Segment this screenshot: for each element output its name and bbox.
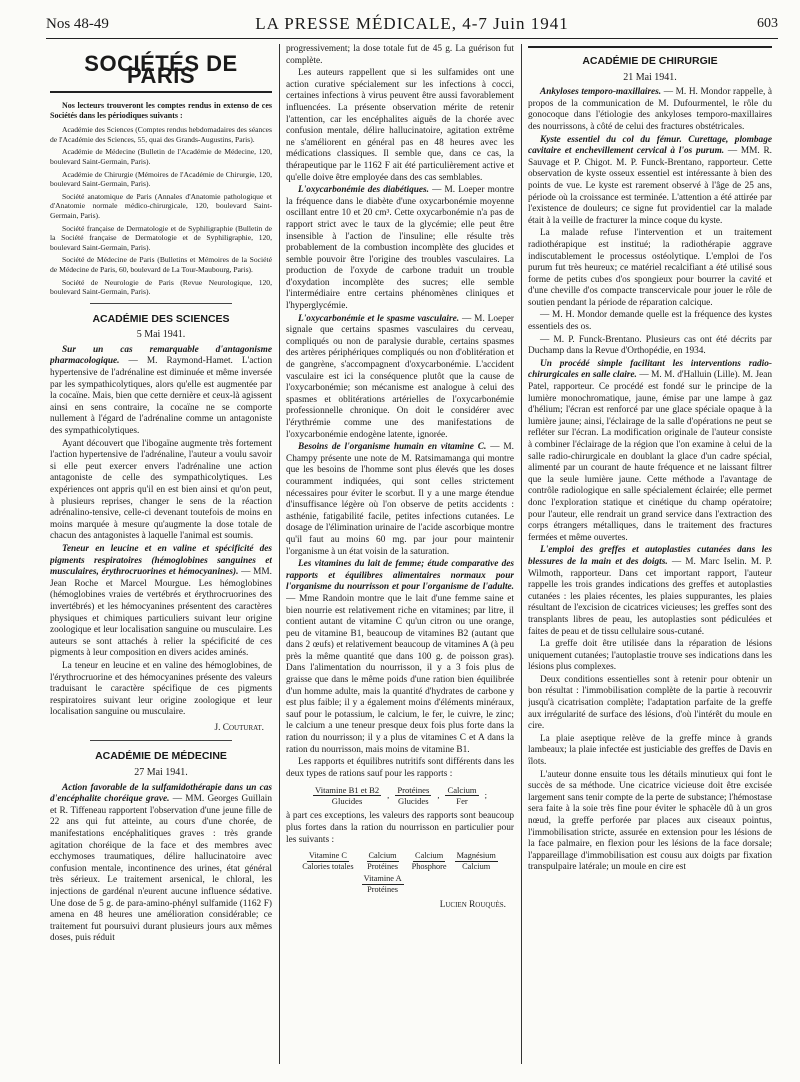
- column-divider: [521, 44, 522, 1064]
- top-rule: [528, 46, 772, 48]
- heading-rule: [50, 91, 272, 93]
- society-entry: Société de Neurologie de Paris (Revue Neurologique, 120, boulevard Saint-Germain, Paris).: [50, 277, 272, 297]
- article-paragraph: L'oxycarbonémie des diabétiques. — M. Loeper montre la fréquence dans le diabète d'une oxycarbonémie moyenne oscillant entre 10 et 20 cm³. Cette oxycarbonémie n'a pas de rapport strict avec le taux de la glycémie; elle peut être insensible à l'action de l'insuline; elle résulte très probablement de la combustion incomplète des glucides et semble pouvoir être l'origine des troubles vasculaires. La production de l'oxyde de carbone traduit un trouble d'oxydation incomplète des sucres; elle semble l'intermédiaire entre certains phénomènes cliniques et l'hyperglycémie.: [286, 185, 514, 312]
- article-paragraph: progressivement; la dose totale fut de 45 g. La guérison fut complète.: [286, 44, 514, 66]
- article-title: Un procédé simple facilitant les interventions radio-chirurgicales en salle claire.: [528, 358, 772, 381]
- ratio-formula: Vitamine B1 et B2 Glucides , Protéines Glucides , Calcium Fer ;: [315, 785, 487, 807]
- article-paragraph: — M. P. Funck-Brentano. Plusieurs cas ont été décrits par Duchamp dans la Revue d'Orthopédie, en 1934.: [528, 334, 772, 357]
- fraction: Protéines Glucides: [397, 785, 430, 807]
- article-paragraph: Les rapports et équilibres nutritifs sont différents dans les deux types de rations sauf pour les rapports :: [286, 757, 514, 779]
- session-date: 5 Mai 1941.: [136, 329, 186, 341]
- session-date: 21 Mai 1941.: [623, 71, 677, 83]
- fraction: Calcium Fer: [447, 785, 477, 807]
- society-entry: Académie de Chirurgie (Mémoires de l'Académie de Chirurgie, 120, boulevard Saint-Germain, Paris).: [50, 169, 272, 189]
- intro-text: Nos lecteurs trouveront les comptes rendus in extenso de ces Sociétés dans les périodiques suivants :: [50, 101, 272, 121]
- divider: [90, 740, 232, 741]
- fraction: Calcium Phosphore: [411, 851, 447, 872]
- article-title: Action favorable de la sulfamidothérapie dans un cas d'encéphalite choréique grave.: [50, 782, 272, 805]
- article-paragraph: L'auteur donne ensuite tous les détails minutieux qui font le succès de sa méthode. Une cicatrice vicieuse doit être excisée largement sans tenir compte de la perte de substance; l'hémostase sera faite à la soie très fine pour éviter le sphacèle dû à un gros nœud, la greffe perforée par places aux ciseaux pointus, l'immobilisation stricte, assurée en extension pour les lésions de la face palmaire, en flexion pour les lésions de la face dorsale; l'appareillage d'immobilisation est cousu aux doigts par fixation transpulpaire latérale; un moule en cire est: [528, 769, 772, 873]
- article-paragraph: à part ces exceptions, les valeurs des rapports sont beaucoup plus fortes dans la ration du nourrisson en particulier pour les suivants :: [286, 811, 514, 845]
- article-paragraph: L'oxycarbonémie et le spasme vasculaire. — M. Loeper signale que certains spasmes vasculaires du cerveau, compliqués ou non de paralysie durable, certains spasmes des artères périphériques compliqués ou non d'oblitération et de gangrène, s'accompagnent d'oxycarbonémie. L'accident vasculaire est ici la conséquence plutôt que la cause de l'oxycarbonémie; son mécanisme est analogue à celui des spasmes et oblitérations artérielles de l'oxycarbonémie professionnelle chronique. On doit le considérer avec l'érythrémie comme une des manifestations de l'oxycarbonémie endogène latente, ignorée.: [286, 313, 514, 440]
- academy-heading: ACADÉMIE DE MÉDECINE: [95, 750, 227, 763]
- article-paragraph: Sur un cas remarquable d'antagonisme pharmacologique. — M. Raymond-Hamet. L'action hypertensive de l'adrénaline est diminuée et même inversée par les sympathicolytiques, alors qu'elle est augmentée par la cocaïne. Mais, bien que cette dernière et ceux-là agissent ainsi en sens contraire, la cocaïne ne se comporte nullement à l'égard de l'adrénaline comme un antagoniste des sympathicolytiques.: [50, 344, 272, 437]
- article-paragraph: Les auteurs rappellent que si les sulfamides ont une action curative spécialement sur les infections à cocci, certaines infections à virus peuvent être aussi favorablement influencées. La présente observation mérite de retenir l'attention, car les encéphalites aiguës de la chorée avec confusion mentale, délire hallucinatoire, agitation extrême ne s'améliorent en général pas en 48 heures avec les médications classiques. Il semble que, dans ce cas, la thérapeutique par le 1162 F ait été particulièrement active et qu'elle doive être employée dans des cas semblables.: [286, 68, 514, 183]
- society-entry: Société anatomique de Paris (Annales d'Anatomie pathologique et d'Anatomie normale médico-chirurgicale, 120, boulevard Saint-Germain, Paris).: [50, 191, 272, 220]
- divider: [90, 303, 232, 304]
- column-divider: [279, 44, 280, 1064]
- article-paragraph: La plaie aseptique relève de la greffe mince à grands lambeaux; la plaie infectée est justiciable des greffes de Davis en îlots.: [528, 733, 772, 768]
- fraction: Calcium Protéines: [367, 851, 399, 872]
- society-entry: Société française de Dermatologie et de Syphiligraphie (Bulletin de la Société française de Dermatologie et de Syphiligraphie, 120, boulevard Saint-Germain, Paris).: [50, 223, 272, 252]
- article-paragraph: Les vitamines du lait de femme; étude comparative des rapports et équilibres alimentaires normaux pour l'organisme du nourrisson et pour l'organisme de l'adulte. — Mme Randoin montre que le lait d'une femme saine et bien nourrie est relativement riche en vitamines; par litre, il contient autant de vitamine C qu'un citron ou une orange, peu de vitamine B1, beaucoup de vitamines B2 (autant que dans 2 œufs) et relativement beaucoup de vitamines A (à peu près la même quantité que dans 100 g. de poisson gras). Dans l'alimentation du nourrisson, il y a 3 fois plus de graisse que dans le même poids d'une ration bien équilibrée d'un homme adulte, mais la quantité d'hydrates de carbone y est plus faible; il y a également moins d'éléments minéraux, sauf pour le potassium, le calcium, le fer, le cuivre, le zinc; le calcium a une teneur presque deux fois plus forte dans la ration du nourrisson; il y a plus de vitamines C et A dans la ration du nourrisson, mais moins de vitamine B1.: [286, 559, 514, 755]
- signature: Lucien Rouquès.: [439, 900, 506, 911]
- article-title: L'emploi des greffes et autoplasties cutanées dans les blessures de la main et des doigts.: [528, 545, 772, 567]
- article-paragraph: Action favorable de la sulfamidothérapie dans un cas d'encéphalite choréique grave. — MM. Georges Guillain et R. Tiffeneau rapportent l'observation d'une jeune fille de 22 ans qui fut atteinte, au cours d'une chorée, de manifestations encéphalitiques graves : très grande agitation choréique de la face et des membres avec ecchymoses traumatiques, délire hallucinatoire avec confusion mentale, incontinence des urines, état général très sérieux. Le traitement arsenical, le chloral, les injections de gardénal n'eurent aucune influence sédative. Une dose de 5 g. de para-amino-phényl sulfamide (1162 F) amena en 48 heures une amélioration considérable; ce traitement fut poursuivi durant plusieurs jours aux mêmes doses, puis réduit: [50, 782, 272, 944]
- fraction: Vitamine B1 et B2 Glucides: [315, 785, 380, 807]
- article-paragraph: La teneur en leucine et en valine des hémoglobines, de l'érythrocruorine et des hémocyanines présente des valeurs traduisant le caractère spécifique de ces pigments respiratoires suivant leur origine zoologique et leur localisation sanguine ou musculaire.: [50, 660, 272, 718]
- fraction: Magnésium Calcium: [456, 851, 496, 872]
- column-3: [528, 44, 772, 1064]
- fraction: Vitamine A Protéines: [363, 874, 402, 895]
- column-2: [286, 44, 514, 1064]
- ratio-table: [286, 851, 514, 895]
- article-title: Ankyloses temporo-maxillaires.: [540, 87, 662, 98]
- article-title: Teneur en leucine et en valine et spécificité des pigments respiratoires (hémoglobines sanguines et musculaires, érythrocruorines et hémocyanines).: [50, 543, 272, 578]
- article-paragraph: Un procédé simple facilitant les interventions radio-chirurgicales en salle claire. — M. M. d'Halluin (Lille). M. Jean Patel, rapporteur. Ce procédé est fondé sur le principe de la lumière monochromatique, jaune, émise par une lampe à gaz d'hélium; l'écran est renforcé par une glace spéciale opaque à la lumière jaune; ainsi, l'éclairage de la salle d'opérations ne peut se refléter sur l'écran. La modification originale de l'auteur consiste à combiner l'éclairage de la région que l'on examine à celui de la salle radio-chirurgicale en doublant la glace d'un cadre spécial, alimenté par un courant de haute fréquence et ne laissant filtrer que la seule lumière jaune. Cette méthode a l'avantage de contrôle radiologique en salle spécialement éclairée; elle permet donc l'exploration statique et cinétique du champ opératoire; pour l'auteur, elle rendrait un grand service dans l'extraction des corps étrangers métalliques, dans le traitement des fractures fermées et même ouvertes.: [528, 358, 772, 543]
- academy-heading: ACADÉMIE DES SCIENCES: [92, 312, 230, 325]
- article-title: L'oxycarbonémie et le spasme vasculaire.: [298, 313, 460, 324]
- journal-title: LA PRESSE MÉDICALE, 4-7 Juin 1941: [255, 14, 569, 33]
- fraction: Vitamine C Calories totales: [302, 851, 354, 872]
- column-1: [50, 44, 272, 1064]
- signature: J. Couturat.: [214, 722, 264, 733]
- article-paragraph: Deux conditions essentielles sont à retenir pour obtenir un bon résultat : l'immobilisation complète de la partie à recouvrir jusqu'à cicatrisation complète; l'adaptation parfaite de la greffe aux irrégularité de surface des lésions, d'où l'intérêt du moule en cire.: [528, 674, 772, 732]
- societies-list: [50, 125, 272, 297]
- section-heading: SOCIÉTÉS DE PARIS: [84, 51, 238, 88]
- article-paragraph: Kyste essentiel du col du fémur. Curettage, plombage cavitaire et enchevillement cervical à l'os purum. — MM. R. Sauvage et P. Chigot. M. P. Funck-Brentano, rapporteur. Cette observation de kyste osseux essentiel est intéressante à bien des points de vue. Le kyste est rarement observé à l'âge de 25 ans, période où la croissance est terminée. L'attention a été attirée par l'existence de douleurs; ce signe fut providentiel car la malade était à la veille de fracturer la mince coque du kyste.: [528, 134, 772, 226]
- article-title: Sur un cas remarquable d'antagonisme pharmacologique.: [50, 344, 272, 367]
- header-rule: [46, 38, 778, 39]
- article-title: Les vitamines du lait de femme; étude comparative des rapports et équilibres alimentaires normaux pour l'organisme du nourrisson et pour l'organisme de l'adulte.: [286, 559, 514, 593]
- article-title: Kyste essentiel du col du fémur. Curettage, plombage cavitaire et enchevillement cervical à l'os purum.: [528, 134, 772, 157]
- article-paragraph: Teneur en leucine et en valine et spécificité des pigments respiratoires (hémoglobines sanguines et musculaires, érythrocruorines et hémocyanines). — MM. Jean Roche et Marcel Mourgue. Les hémoglobines (hémoglobines vraies de vertébrés et érythrocruorines des invertébrés) et les hémocyanines présentent des caractères physiques et chimiques particuliers suivant leur origine zoologique et leur localisation sanguine ou musculaire. Les auteurs se sont attachés à relier la spécificité de ces pigments à leur composition en divers acides aminés.: [50, 543, 272, 659]
- article-title: L'oxycarbonémie des diabétiques.: [298, 185, 429, 196]
- article-paragraph: Besoins de l'organisme humain en vitamine C. — M. Champy présente une note de M. Ratsimamanga qui montre que les besoins de l'homme sont plus élevés que les doses couramment indiquées, qui sont celles strictement nécessaires pour éviter le scorbut. Il y a une marge étendue d'insuffisance légère où l'on observe de petits accidents : asthénie, fatigabilité facile, petites infections cutanées. Le dosage de l'élimination urinaire de l'acide ascorbique montre qu'il faut au moins 60 mg. par jour pour maintenir l'organisme à un état voisin de la saturation.: [286, 442, 514, 557]
- issue-number: Nos 48-49: [46, 16, 109, 32]
- article-title: Besoins de l'organisme humain en vitamine C.: [298, 442, 487, 453]
- article-paragraph: Ayant découvert que l'ibogaïne augmente très fortement l'action hypertensive de l'adrénaline, l'auteur a voulu savoir si elle peut exercer envers l'adrénaline une action antagoniste de celle des sympathicolytiques. Les expériences ont appris qu'il en est bien ainsi et qu'on peut, à plusieurs reprises, changer le sens de la réaction adrénalino-tensive, celle-ci devenant toutefois de moins en moins marquée à mesure qu'augmente la dose totale de chacun des antagonistes à laquelle l'animal est soumis.: [50, 438, 272, 542]
- article-paragraph: — M. H. Mondor demande quelle est la fréquence des kystes essentiels des os.: [528, 310, 772, 333]
- article-paragraph: Ankyloses temporo-maxillaires. — M. H. Mondor rappelle, à propos de la communication de M. Dufourmentel, le rôle du gonocoque dans l'étiologie des ankyloses temporo-maxillaires des nourrissons, à côté de celui des fractures obstétricales.: [528, 87, 772, 132]
- article-paragraph: La greffe doit être utilisée dans la réparation de lésions uniquement cutanées; l'autoplastie trouve ses indications dans les lésions plus complexes.: [528, 639, 772, 673]
- article-paragraph: L'emploi des greffes et autoplasties cutanées dans les blessures de la main et des doigts. — M. Marc Iselin. M. P. Wilmoth, rapporteur. Dans cet important rapport, l'auteur rappelle les trois grandes indications des greffes et autoplasties cutanées : les plaies récentes, les plaies suppurantes, les plaies résultant de l'excision de cicatrices vicieuses; les greffes sont des transplants libres de peau, les autoplasties sont pédiculées et faites de peau et de tissu cellulaire sous-cutané.: [528, 545, 772, 637]
- page-header: [46, 14, 778, 36]
- session-date: 27 Mai 1941.: [134, 767, 188, 779]
- society-entry: Société de Médecine de Paris (Bulletins et Mémoires de la Société de Médecine de Paris, 60, boulevard de La Tour-Maubourg, Paris).: [50, 255, 272, 274]
- academy-heading: ACADÉMIE DE CHIRURGIE: [582, 55, 718, 67]
- society-entry: Académie de Médecine (Bulletin de l'Académie de Médecine, 120, boulevard Saint-Germain, Paris).: [50, 147, 272, 166]
- society-entry: Académie des Sciences (Comptes rendus hebdomadaires des séances de l'Académie des Sciences, 55, quai des Grands-Augustins, Paris).: [50, 125, 272, 144]
- page-number: 603: [757, 16, 778, 31]
- article-paragraph: La malade refuse l'intervention et un traitement radiothérapique est institué; la radiothérapie aggrave indiscutablement le processus ostéolytique. L'emploi de l'os purum fut très heureux; ce matériel recalcifiant a été utilisé sous forme de petits cubes d'os spongieux pour bourrer la cavité et d'une cheville d'os compacte transcervicale pour jouer le rôle de soutien pendant la période de réparation calcique.: [528, 228, 772, 308]
